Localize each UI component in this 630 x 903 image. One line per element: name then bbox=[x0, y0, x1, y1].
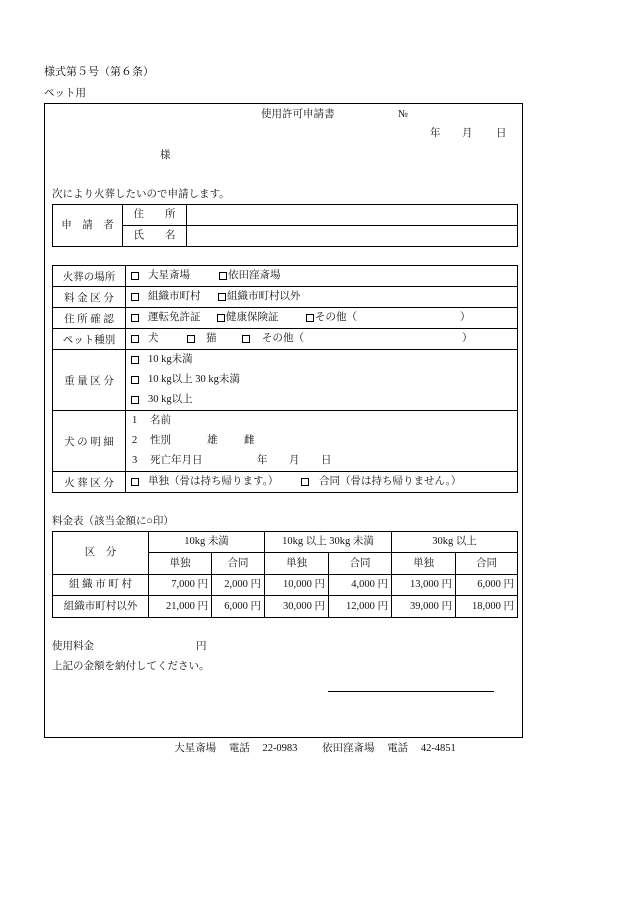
yodakubo-saijo-checkbox[interactable] bbox=[219, 272, 227, 280]
id-check-label: 住 所 確 認 bbox=[53, 308, 126, 329]
table-row bbox=[53, 575, 518, 596]
fee-sub-header: 単独 bbox=[392, 553, 456, 575]
fee-cell[interactable]: 6,000 円 bbox=[456, 575, 518, 596]
weight-class-label: 重 量 区 分 bbox=[53, 350, 126, 411]
fee-cell[interactable]: 4,000 円 bbox=[329, 575, 392, 596]
date-month-label: 月 bbox=[462, 128, 473, 139]
death-year-label: 年 bbox=[257, 455, 268, 466]
payment-instruction: 上記の金額を納付してください。 bbox=[52, 661, 210, 672]
non-member-municipality-option: 組織市町村以外 bbox=[227, 291, 301, 302]
id-other-option: その他（ bbox=[315, 312, 357, 323]
individual-cremation-checkbox[interactable] bbox=[131, 478, 139, 486]
date-day-label: 日 bbox=[496, 128, 507, 139]
pet-type-options bbox=[126, 329, 518, 350]
cat-option: 猫 bbox=[206, 333, 217, 344]
fee-group-header: 30kg 以上 bbox=[392, 532, 518, 553]
address-label: 住 所 bbox=[123, 205, 187, 226]
dog-item-number: 3 bbox=[132, 455, 138, 466]
name-field[interactable] bbox=[187, 226, 518, 247]
fee-cell[interactable]: 18,000 円 bbox=[456, 596, 518, 618]
fee-cell[interactable]: 2,000 円 bbox=[212, 575, 265, 596]
over-30kg-option: 30 kg以上 bbox=[148, 394, 193, 405]
pet-other-checkbox[interactable] bbox=[242, 335, 250, 343]
health-insurance-option: 健康保険証 bbox=[226, 312, 279, 323]
fee-sub-header: 合同 bbox=[212, 553, 265, 575]
fee-cell[interactable]: 6,000 円 bbox=[212, 596, 265, 618]
phone-number: 22-0983 bbox=[262, 743, 298, 754]
form-type: ペット用 bbox=[44, 88, 86, 99]
sex-male-option[interactable]: 雄 bbox=[207, 435, 218, 446]
yodakubo-saijo-option: 依田窪斎場 bbox=[228, 270, 281, 281]
fee-cell[interactable]: 39,000 円 bbox=[392, 596, 456, 618]
weight-class-options bbox=[126, 350, 518, 411]
fee-sub-header: 単独 bbox=[149, 553, 212, 575]
cremation-type-label: 火 葬 区 分 bbox=[53, 472, 126, 493]
joint-cremation-checkbox[interactable] bbox=[301, 478, 309, 486]
id-check-options bbox=[126, 308, 518, 329]
intro-text: 次により火葬したいので申請します。 bbox=[52, 189, 230, 200]
dog-name-label: 名前 bbox=[150, 415, 171, 426]
oboshi-saijo-checkbox[interactable] bbox=[131, 272, 139, 280]
dog-item-number: 2 bbox=[132, 435, 138, 446]
non-member-municipality-checkbox[interactable] bbox=[218, 293, 226, 301]
fee-cell[interactable]: 13,000 円 bbox=[392, 575, 456, 596]
date-year-label: 年 bbox=[430, 128, 441, 139]
fee-group-header: 10kg 未満 bbox=[149, 532, 265, 553]
individual-cremation-option: 単独（骨は持ち帰ります。） bbox=[148, 476, 279, 487]
phone-number: 42-4851 bbox=[420, 743, 456, 754]
yen-unit: 円 bbox=[196, 641, 207, 652]
pet-type-label: ペット種別 bbox=[53, 329, 126, 350]
addressee-suffix: 様 bbox=[160, 150, 171, 161]
address-field[interactable] bbox=[187, 205, 518, 226]
fee-cell[interactable]: 30,000 円 bbox=[265, 596, 329, 618]
cremation-place-label: 火葬の場所 bbox=[53, 266, 126, 287]
name-label: 氏 名 bbox=[123, 226, 187, 247]
fee-cell[interactable]: 12,000 円 bbox=[329, 596, 392, 618]
drivers-license-option: 運転免許証 bbox=[148, 312, 201, 323]
signature-line[interactable] bbox=[328, 691, 494, 692]
death-day-label: 日 bbox=[321, 455, 332, 466]
fee-table-title: 料金表（該当金額に○印） bbox=[52, 516, 174, 527]
applicant-table bbox=[52, 204, 518, 247]
health-insurance-checkbox[interactable] bbox=[217, 314, 225, 322]
over-30kg-checkbox[interactable] bbox=[131, 396, 139, 404]
facility-name: 依田窪斎場 bbox=[322, 743, 375, 754]
fee-cell[interactable]: 21,000 円 bbox=[149, 596, 212, 618]
death-month-label: 月 bbox=[289, 455, 300, 466]
member-municipality-checkbox[interactable] bbox=[131, 293, 139, 301]
fee-group-header: 10kg 以上 30kg 未満 bbox=[265, 532, 392, 553]
10-to-30kg-option: 10 kg以上 30 kg未満 bbox=[148, 374, 240, 385]
application-details-table bbox=[52, 265, 518, 493]
dog-sex-label: 性別 bbox=[150, 435, 171, 446]
fee-sub-header: 合同 bbox=[329, 553, 392, 575]
id-other-checkbox[interactable] bbox=[306, 314, 314, 322]
member-municipality-option: 組織市町村 bbox=[148, 291, 201, 302]
cat-checkbox[interactable] bbox=[187, 335, 195, 343]
phone-label: 電話 bbox=[387, 743, 409, 754]
sex-female-option[interactable]: 雌 bbox=[244, 435, 255, 446]
fee-row-label: 組 織 市 町 村 bbox=[53, 575, 149, 596]
fee-sub-header: 単独 bbox=[265, 553, 329, 575]
category-header: 区 分 bbox=[53, 532, 149, 575]
dog-details-fields bbox=[126, 411, 518, 472]
death-date-label: 死亡年月日 bbox=[150, 455, 203, 466]
dog-details-label: 犬 の 明 細 bbox=[53, 411, 126, 472]
footer-contacts bbox=[0, 742, 630, 755]
cremation-type-options bbox=[126, 472, 518, 493]
joint-cremation-option: 合同（骨は持ち帰りません。） bbox=[319, 476, 462, 487]
under-10kg-checkbox[interactable] bbox=[131, 356, 139, 364]
fee-class-label: 料 金 区 分 bbox=[53, 287, 126, 308]
form-title: 使用許可申請書 bbox=[261, 109, 335, 120]
facility-name: 大星斎場 bbox=[174, 743, 217, 754]
dog-item-number: 1 bbox=[132, 415, 138, 426]
dog-option: 犬 bbox=[148, 333, 159, 344]
under-10kg-option: 10 kg未満 bbox=[148, 354, 193, 365]
fee-table bbox=[52, 531, 518, 618]
pet-other-close-paren: ） bbox=[462, 333, 473, 344]
usage-fee-label: 使用料金 bbox=[52, 641, 94, 652]
dog-checkbox[interactable] bbox=[131, 335, 139, 343]
table-row bbox=[53, 596, 518, 618]
id-other-close-paren: ） bbox=[460, 312, 471, 323]
fee-sub-header: 合同 bbox=[456, 553, 518, 575]
number-label: № bbox=[398, 109, 409, 120]
fee-cell[interactable]: 7,000 円 bbox=[149, 575, 212, 596]
applicant-label: 申 請 者 bbox=[53, 205, 123, 247]
phone-label: 電話 bbox=[228, 743, 250, 754]
oboshi-saijo-option: 大星斎場 bbox=[148, 270, 190, 281]
form-number: 様式第５号（第６条） bbox=[44, 66, 154, 78]
10-to-30kg-checkbox[interactable] bbox=[131, 376, 139, 384]
pet-other-option: その他（ bbox=[262, 333, 304, 344]
cremation-place-options bbox=[126, 266, 518, 287]
fee-cell[interactable]: 10,000 円 bbox=[265, 575, 329, 596]
fee-class-options bbox=[126, 287, 518, 308]
fee-row-label: 組織市町村以外 bbox=[53, 596, 149, 618]
drivers-license-checkbox[interactable] bbox=[131, 314, 139, 322]
